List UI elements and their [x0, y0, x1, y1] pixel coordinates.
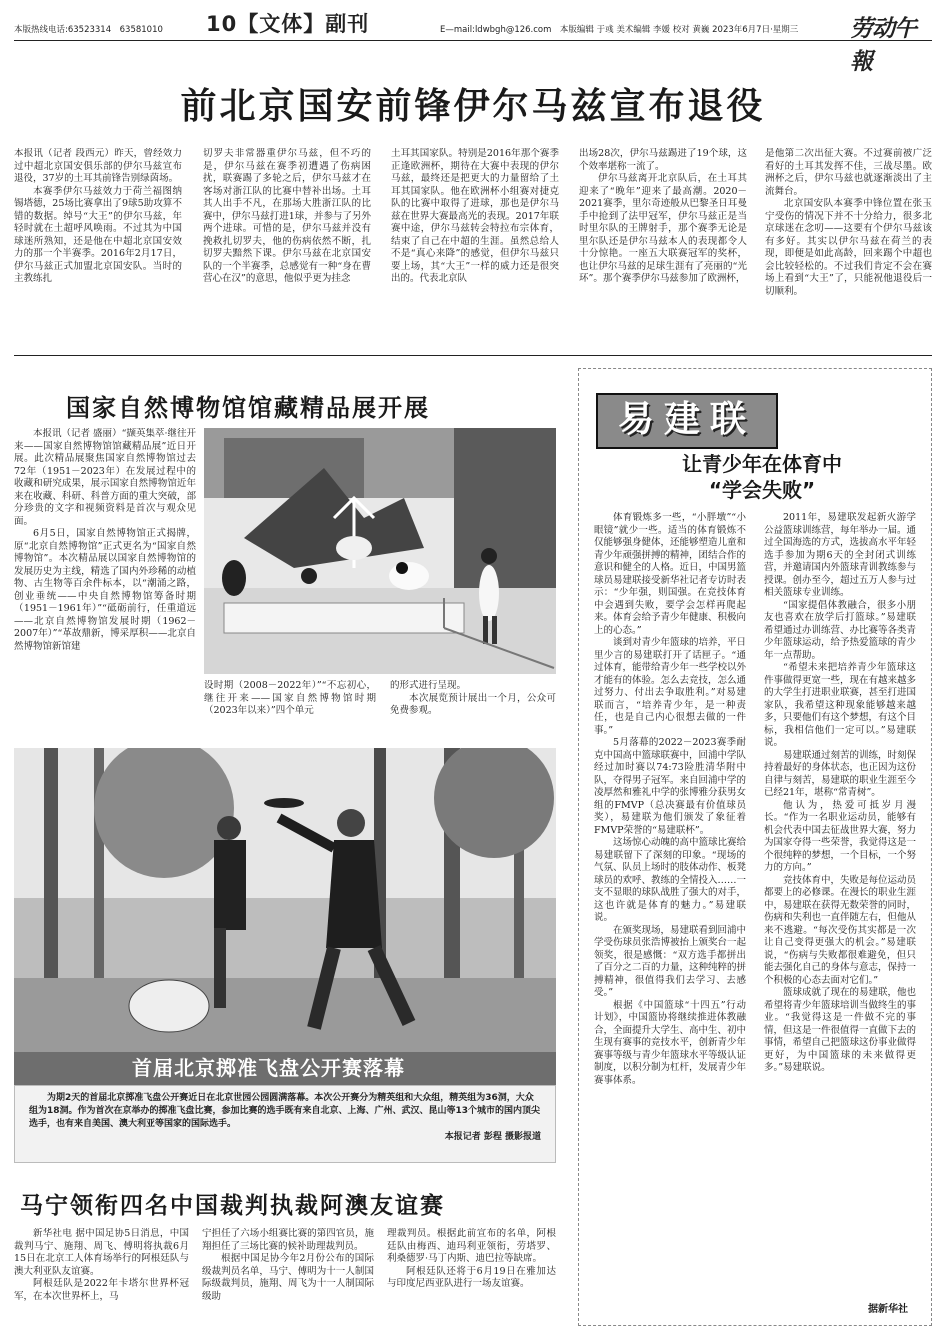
headline-referees: 马宁领衔四名中国裁判执裁阿澳友谊赛: [20, 1193, 445, 1219]
section-rule: [14, 355, 932, 356]
yi-name-badge: 易建联: [596, 393, 778, 449]
page-header: [14, 12, 932, 75]
frisbee-overlay-title: 首届北京掷准飞盘公开赛落幕: [14, 1052, 556, 1085]
a2-col3: 的形式进行呈现。 本次展览预计展出一个月，公众可免费参观。: [390, 680, 556, 716]
frisbee-caption: [14, 1085, 556, 1163]
caption-text: 为期2天的首届北京掷准飞盘公开赛近日在北京世园公园圆满落幕。本次公开赛分为精英组和大众组，精英组为36洞，大众组为18洞。作为首次在京举办的掷准飞盘比赛，参加比赛的选手既有来自北京、上海、广州、武汉、昆山等13个城市的国内顶尖选手，也有来自美国、澳大利亚等国家的国际选手。: [29, 1093, 541, 1129]
a1-col5: 是他第二次出征大赛。不过赛前被广泛看好的土耳其发挥不佳，三战尽墨。欧洲杯之后，伊尔马兹也就逐渐淡出了主流舞台。 北京国安队本赛季中锋位置在张玉宁受伤的情况下并不十分给力，很多北京球迷在念叨——这要有个伊尔马兹该有多好。其实以伊尔马兹在荷兰的表现，即便是如此高龄，回来踢个中超也会比较轻松的。不过我们肯定不会在赛场上看到“大王”了，只能祝他退役后一切顺利。: [765, 148, 932, 297]
masthead-logo: 劳动午報: [850, 15, 916, 75]
page-number: 10【文体】副刊: [206, 12, 370, 36]
a1-col2: 切罗夫非常器重伊尔马兹，但不巧的是，伊尔马兹在赛季初遭遇了伤病困扰，联赛踢了多轮之后，伊尔马兹才在客场对浙江队的比赛中替补出场。土耳其人出手不凡，在那场大胜浙江队的比赛中，伊尔马兹打进1球，并参与了另外两个进球。可惜的是，伊尔马兹并没有挽救扎切罗夫，他的伤病依然不断，扎切罗夫黯然下课。伊尔马兹在北京国安队的一个半赛季，总感觉有一种“身在曹营心在汉”的意思，他似乎更为挂念: [203, 148, 371, 284]
header-rule: [14, 40, 932, 41]
yi-source: 据新华社: [868, 1304, 908, 1315]
a5-col2: 2011年，易建联发起新火游学公益篮球训练营，每年举办一届。通过全国海选的方式，选拔高水平年轻选手参加为期6天的全封闭式训练营，并邀请国内外篮球青训教练参与授课。创办至今，超过五万人参与过相关篮球专业训练。 “国家提倡体教融合，很多小朋友也喜欢在放学后打篮球。”易建联希望通过办训练营、办比赛等各类青少年篮球运动，给予热爱篮球的青少年一点帮助。 “希望未来把培养青少年篮球这件事做得更宽一些，现在有越来越多的大学生打进职业联赛，甚至打进国家队，我希望这种现象能够越来越多，只要他们有这个梦想，有这个目标，我相信他们一定可以。”易建联说。 易建联通过刻苦的训练，时刻保持着最好的身体状态，也正因为这份自律与刻苦，易建联的职业生涯至今已经21年，堪称“常青树”。 他认为，热爱可抵岁月漫长。“作为一名职业运动员，能够有机会代表中国去征战世界大赛，努力为国家夺得一些荣誉，我觉得这是一个很纯粹的梦想，一个目标，一个努力的方向。” 竞技体育中，失败是每位运动员都要上的必修课。在漫长的职业生涯中，易建联在获得无数荣誉的同时，伤病和失利也一直伴随左右，但他从来不逃避。“每次受伤其实都是一次让自己变得更强大的机会。”易建联说，“伤病与失败都很难避免，但只能去强化自己的身体与意志，保持一个积极的心态去面对它们。” 篮球成就了现在的易建联，他也希望将青少年篮球培训当做终生的事业。“我觉得这是一件做不完的事情，但这是一件很值得一直做下去的事情，希望自己把篮球这份事业做得更好，为中国篮球的未来做得更多。”易建联说。: [764, 512, 916, 1073]
a1-col4: 出场28次，伊尔马兹踢进了19个球，这个效率堪称一流了。 伊尔马兹离开北京队后，在土耳其迎来了“晚年”迎来了最高潮。2020－2021赛季，里尔奇迹般从巴黎圣日耳曼手中抢到了法甲冠军，伊尔马兹正是当时里尔队的王牌射手，那个赛季无论是里尔队还是伊尔马兹本人的表现都令人十分惊艳。一座五大联赛冠军的奖杯，也让伊尔马兹的足球生涯有了亮丽的“光环”。那个赛季伊尔马兹参加了欧洲杯，: [579, 148, 747, 284]
a1-col1: 本报讯（记者 段西元）昨天，曾经效力过中超北京国安俱乐部的伊尔马兹宣布退役，37岁的土耳其前锋告别绿茵场。 本赛季伊尔马兹效力于荷兰福图纳锡塔德，25场比赛拿出了9球5助攻算不错的数据。绰号“大王”的伊尔马兹，年轻时就在土超呼风唤雨。不过其为中国球迷所熟知，还是他在中超北京国安效力的那一个半赛季。2016年2月17日，伊尔马兹正式加盟北京国安队。当时的主教练扎: [14, 148, 182, 284]
a4-col1: 新华社电 据中国足协5日消息，中国裁判马宁、施翔、周飞、傅明将执裁6月15日在北京工人体育场举行的阿根廷队与澳大利亚队友谊赛。 阿根廷队是2022年卡塔尔世界杯冠军，在本次世界杯上，马: [14, 1228, 189, 1302]
a2-col1: 本报讯（记者 盛丽）“撷英集萃·继往开来——国家自然博物馆馆藏精品展”近日开展。此次精品展聚焦国家自然博物馆过去72年（1951－2023年）在发展过程中的收藏和研究成果，展示国家自然博物馆近年来在收藏、科研、科普方面的重大突破，部分珍贵的文字和视频资料是首次与观众见面。 6月5日，国家自然博物馆正式揭牌，原“北京自然博物馆”正式更名为“国家自然博物馆”。本次精品展以国家自然博物馆的发展历史为主线，精选了国内外珍稀的动植物、古生物等百余件标本，以“潮涌之路，创业垂统——中央自然博物馆筹备时期（1951－1961年）”“砥砺前行，任重道远——北京自然博物馆发展时期（1962－2007年）”“革故鼎新，博采厚积——北京自然博物馆新馆建: [14, 428, 196, 652]
yi-subtitle-2: “学会失败”: [708, 478, 816, 502]
a2-col2: 设时期（2008－2022年）”“不忘初心，继往开来——国家自然博物馆时期（2023年以来）”四个单元: [204, 680, 376, 716]
caption-credit: 本报记者 彭程 摄影报道: [444, 1132, 541, 1142]
a4-col3: 理裁判员。根据此前宣布的名单，阿根廷队由梅西、迪玛利亚领衔，劳塔罗、利桑德罗·马丁内斯、迪巴拉等缺席。 阿根廷队还将于6月19日在雅加达与印度尼西亚队进行一场友谊赛。: [387, 1228, 556, 1289]
headline-museum: 国家自然博物馆馆藏精品展开展: [66, 394, 430, 422]
a4-col2: 宁担任了六场小组赛比赛的第四官员，施翔担任了三场比赛的候补助理裁判员。 根据中国足协今年2月份公布的国际级裁判员名单，马宁、傅明为十一人制国际级裁判员，施翔、周飞为十一人制国际级助: [202, 1228, 374, 1302]
museum-photo: [204, 428, 556, 674]
a1-col3: 土耳其国家队。特别是2016年那个赛季正逢欧洲杯，期待在大赛中表现的伊尔马兹，最终还是把更大的力量留给了土耳其国家队。他在欧洲杯小组赛对捷克队的比赛中取得了进球，那也是伊尔马兹在世界大赛最高光的表现。2017年联赛中途，伊尔马兹转会特拉布宗体育，结束了自己在中超的生涯。虽然总给人不是“真心来降”的感觉，但伊尔马兹只要上场，其“大王”一样的威力还是很突出的。代表北京队: [391, 148, 559, 284]
frisbee-photo: [14, 748, 556, 1085]
hotline: 本版热线电话:63523314 63581010: [14, 25, 163, 35]
header-contacts: E—mail:ldwbgh@126.com 本版编辑 于彧 美术编辑 李媛 校对 黄巍 2023年6月7日·星期三: [440, 25, 799, 35]
headline-yilmaz: 前北京国安前锋伊尔马兹宣布退役: [180, 86, 766, 127]
yi-subtitle-1: 让青少年在体育中: [682, 452, 842, 476]
a5-col1: 体育锻炼多一些，“小胖墩”“小眼镜”就少一些。适当的体育锻炼不仅能够强身健体，还能够塑造儿童和青少年顽强拼搏的精神，团结合作的意识和健全的人格。近日，中国男篮球员易建联接受新华社记者专访时表示：“少年强，则国强。在竞技体育中会遇到失败，要学会怎样再爬起来。体育会给予青少年健康、积极向上的心态。” 谈到对青少年篮球的培养，平日里少言的易建联打开了话匣子。“通过体育，能带给青少年一些学校以外才能有的体验。怎么去竞技，怎么通过努力、付出去争取胜利。”对易建联而言，“培养青少年，是一种责任，也是自己内心很想去做的一件事。” 5月落幕的2022－2023赛季耐克中国高中篮球联赛中，回浦中学队经过加时赛以74:73险胜清华附中队，夺得男子冠军。来自回浦中学的凌厚然和雅礼中学的张博雅分获男女组的FMVP（总决赛最有价值球员奖），易建联为他们颁发了象征着FMVP荣誉的“易建联杯”。 这场惊心动魄的高中篮球比赛给易建联留下了深刻的印象。“现场的气氛、队员上场时的肢体动作、板凳球员的欢呼、教练的全情投入……一支不显眼的球队战胜了强大的对手，这也许就是体育的魅力。”易建联说。 在颁奖现场，易建联看到回浦中学受伤球员张浩博被抬上颁奖台一起领奖，很是感慨：“双方选手都拼出了百分之二百的力量，这种纯粹的拼搏精神，很值得我们去学习、去感受。” 根据《中国篮球“十四五”行动计划》，中国篮协将继续推进体教融合，全面提升大学生、高中生、初中生现有赛事的竞技水平，创新青少年赛事等级与青少年篮球水平等级认证制度，以积分制为杠杆，发展青少年赛事体系。: [594, 512, 746, 1086]
